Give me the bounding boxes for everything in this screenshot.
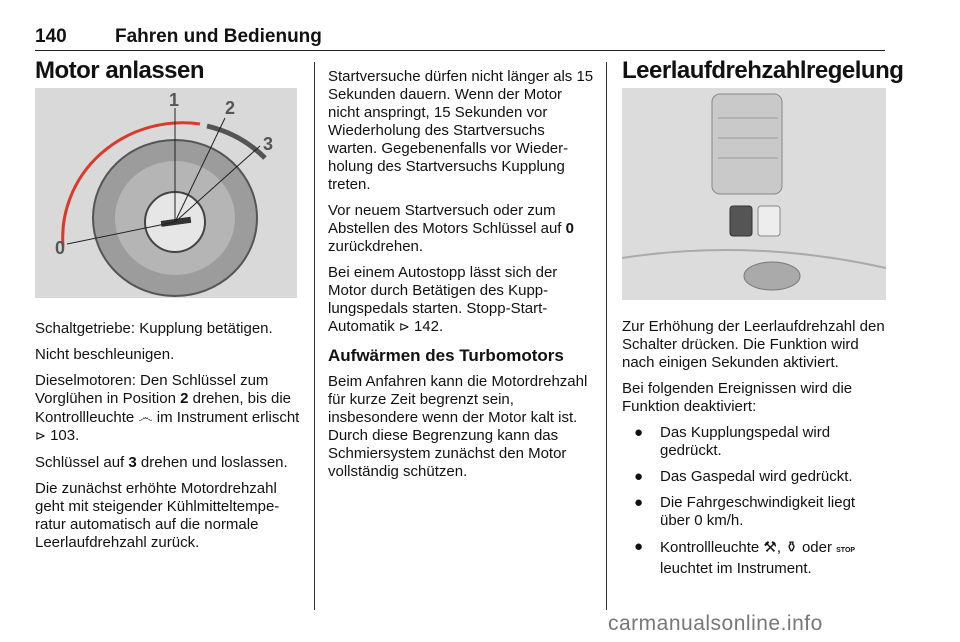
idle-switch-figure (622, 88, 886, 300)
list-item: ● Das Gaspedal wird gedrückt. (634, 468, 853, 485)
right-column (622, 57, 904, 586)
wrench-icon: ⚒ (763, 538, 777, 556)
page-ref-link[interactable]: 103. (50, 427, 80, 444)
list-item: ● Die Fahrgeschwindigkeit liegt über 0 km/h. (634, 494, 856, 529)
left-column (35, 57, 303, 560)
section-heading-motor-anlassen: Motor anlassen (35, 57, 205, 84)
bullet-icon: ● (634, 468, 644, 485)
bullet-icon: ● (634, 424, 644, 441)
paragraph: Zur Erhöhung der Leerlaufdrehzahl den Schalter drücken. Die Funktion wird nach einigen Sekunden aktiviert. (622, 318, 885, 371)
paragraph: Schlüssel auf 3 drehen und loslassen. (35, 454, 288, 471)
middle-column (328, 68, 594, 489)
column-divider-1 (314, 62, 315, 610)
list-item: ● Kontrollleuchte ⚒, ⚱ oder STOP leuchtet im Instrument. (634, 538, 856, 577)
page-ref-arrow-icon: ⊳ (398, 320, 410, 335)
ignition-switch-illustration (35, 88, 297, 298)
bullet-icon: ● (634, 494, 644, 511)
page-ref-arrow-icon: ⊳ (35, 429, 46, 444)
bullet-icon: ● (634, 538, 644, 555)
paragraph: Die zunächst erhöhte Motordrehzahl geht mit steigender Kühlmitteltemperatur automatisch auf die normale Leerlaufdrehzahl zurück. (35, 480, 280, 551)
paragraph: Schaltgetriebe: Kupplung betätigen. (35, 320, 273, 337)
page-title: Fahren und Bedienung (115, 26, 322, 47)
paragraph: Beim Anfahren kann die Motordrehzahl für kurze Zeit begrenzt sein, insbesondere wenn der Motor kalt ist. Durch diese Begrenzung kann das Schmiersystem zunächst den Motor vollständig schützen. (328, 373, 588, 480)
page-number: 140 (35, 26, 67, 47)
paragraph: Startversuche dürfen nicht länger als 15 Sekunden dauern. Wenn der Motor nicht anspringt, 15 Sekunden vor Wiederholung des Startversuchs warten. Gegebenenfalls vor Wiederholung des Startversuchs Kupplung treten. (328, 68, 594, 193)
ignition-key-figure (35, 88, 297, 298)
figure-label-2: 2 (225, 98, 236, 118)
figure-label-1: 1 (169, 90, 180, 110)
paragraph: Bei einem Autostopp lässt sich der Motor durch Betätigen des Kupplungspedals starten. Stopp-Start-Automatik ⊳ 142. (328, 264, 558, 335)
glow-plug-icon: ෴ (138, 408, 153, 426)
stop-icon: STOP (836, 547, 856, 554)
page-ref-link[interactable]: 142. (413, 318, 444, 335)
page-header (35, 24, 885, 51)
paragraph: Dieselmotoren: Den Schlüssel zum Vorglühen in Position 2 drehen, bis die Kontrollleuchte ෴ im Instrument erlischt ⊳ 103. (35, 372, 300, 444)
column-divider-2 (606, 62, 607, 610)
section-heading-leerlauf: Leerlaufdrehzahlregelung (622, 57, 904, 84)
figure-label-3: 3 (263, 134, 274, 154)
watermark: carmanualsonline.info (608, 612, 823, 635)
dashboard-switch-illustration (622, 88, 886, 300)
coolant-icon: ⚱ (785, 538, 798, 556)
figure-label-0: 0 (55, 238, 66, 258)
deactivation-list (622, 424, 888, 578)
paragraph: Vor neuem Startversuch oder zum Abstellen des Motors Schlüssel auf 0 zurückdrehen. (328, 202, 574, 255)
paragraph: Nicht beschleunigen. (35, 346, 175, 363)
list-item: ● Das Kupplungspedal wird gedrückt. (634, 424, 831, 459)
paragraph: Bei folgenden Ereignissen wird die Funktion deaktiviert: (622, 380, 853, 415)
subheading-turbomotor: Aufwärmen des Turbomotors (328, 346, 564, 365)
